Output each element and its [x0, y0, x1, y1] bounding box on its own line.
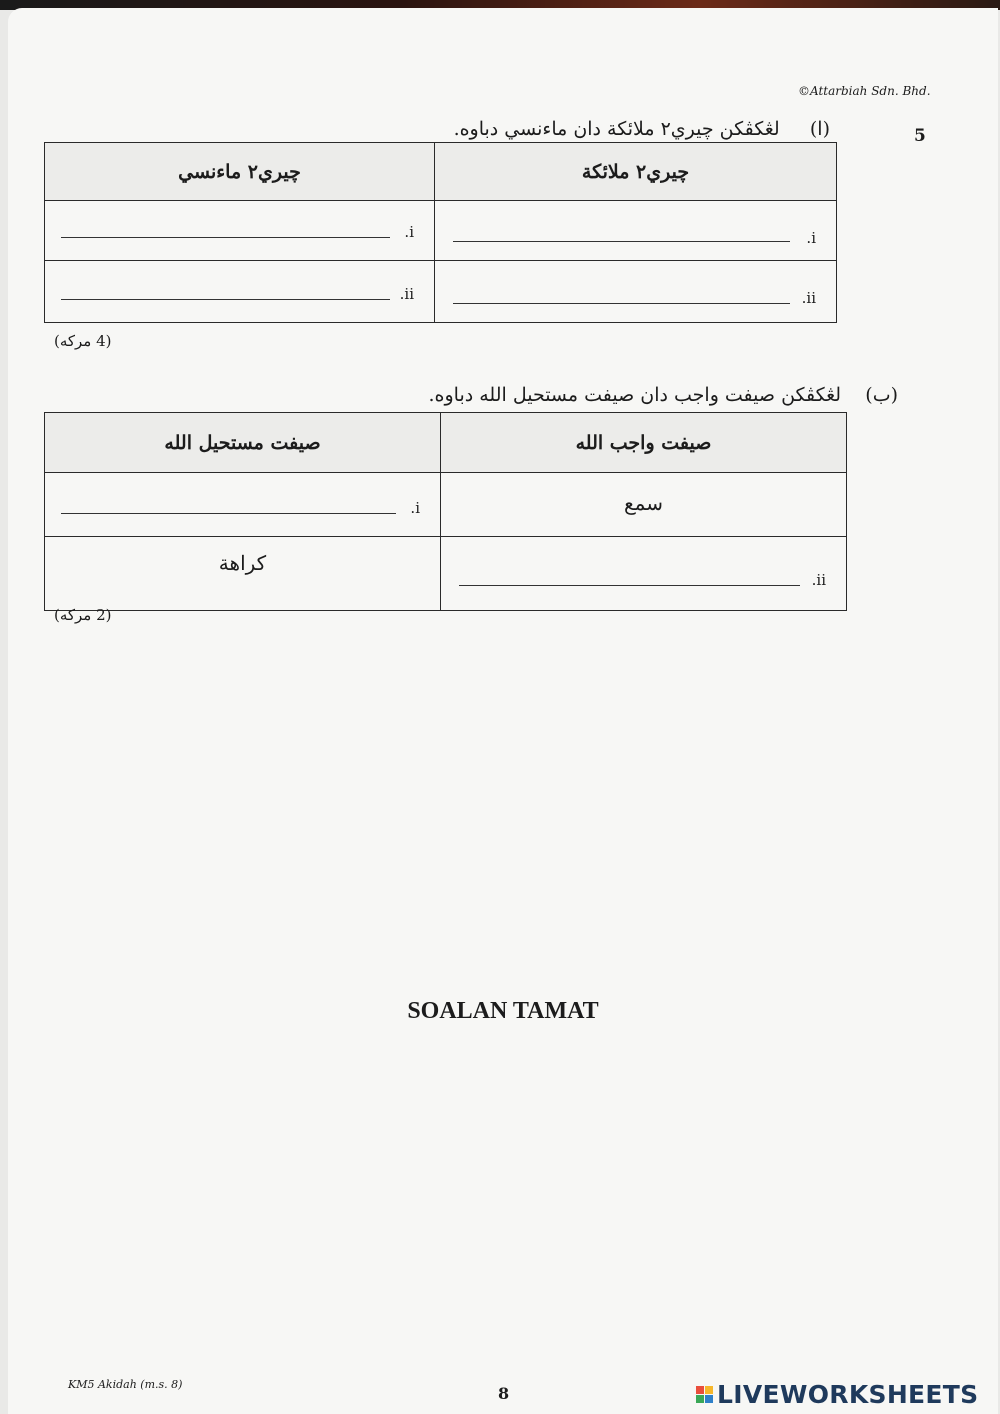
question-a-label: (ا): [809, 118, 830, 140]
question-a-text: [454, 118, 830, 140]
header-mustahil: صيفت مستحيل الله: [45, 413, 441, 473]
liveworksheets-logo-icon: [696, 1386, 713, 1403]
answer-line[interactable]: [61, 237, 390, 238]
wajib-row-i: [441, 473, 847, 537]
row-label: .ii: [399, 285, 414, 303]
row-label: .i: [410, 499, 420, 517]
wajib-row-ii: [441, 537, 847, 611]
question-b-label: (ب): [865, 384, 898, 406]
header-malaikat: چيري٢ ملائكة: [435, 143, 837, 201]
worksheet-page: [8, 8, 998, 1414]
footer-code: KM5 Akidah (m.s. 8): [68, 1378, 183, 1391]
question-b-text: [428, 384, 898, 406]
answer-line[interactable]: [453, 303, 790, 304]
row-label: .ii: [801, 289, 816, 307]
end-of-questions: SOALAN TAMAT: [407, 998, 599, 1024]
row-label: .i: [404, 223, 414, 241]
page-number: 8: [498, 1384, 510, 1403]
brand-name: LIVEWORKSHEETS: [717, 1380, 979, 1409]
liveworksheets-brand[interactable]: [696, 1380, 978, 1409]
manusia-row-ii: [45, 261, 435, 323]
question-b-prompt: لڠكڤكن صيفت واجب دان صيفت مستحيل الله دباوه.: [428, 384, 842, 406]
answer-line[interactable]: [453, 241, 790, 242]
mustahil-row-ii: [45, 537, 441, 611]
answer-line[interactable]: [61, 513, 396, 514]
answer-line[interactable]: [459, 585, 800, 586]
table-b: [44, 412, 847, 611]
copyright: ©Attarbiah Sdn. Bhd.: [798, 84, 931, 98]
marks-b: (2 مركه): [54, 606, 112, 624]
header-manusia: چيري٢ ماءنسي: [45, 143, 435, 201]
question-number: 5: [914, 126, 926, 146]
row-label: .ii: [811, 571, 826, 589]
table-a: [44, 142, 837, 323]
question-a-prompt: لڠكڤكن چيري٢ ملائكة دان ماءنسي دباوه.: [453, 118, 780, 140]
given-answer: كراهة: [218, 551, 267, 575]
answer-line[interactable]: [61, 299, 390, 300]
manusia-row-i: [45, 201, 435, 261]
given-answer: سمع: [624, 491, 663, 515]
malaikat-row-ii: [435, 261, 837, 323]
header-wajib: صيفت واجب الله: [441, 413, 847, 473]
malaikat-row-i: [435, 201, 837, 261]
mustahil-row-i: [45, 473, 441, 537]
marks-a: (4 مركه): [54, 332, 112, 350]
row-label: .i: [806, 229, 816, 247]
